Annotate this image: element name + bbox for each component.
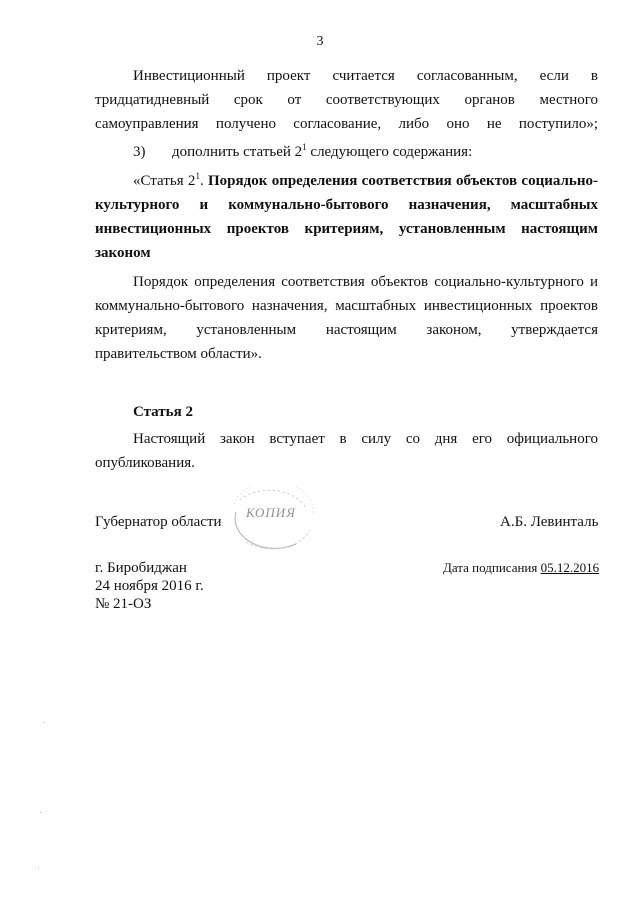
signing-date-label: Дата подписания — [443, 560, 541, 575]
scan-speck — [44, 722, 45, 723]
paragraph-procedure: Порядок определения соответствия объектов социально-культурного и коммунально-бытового назначения, масштабных инвестиционных проектов критериям, установленным настоящим законом, утверждается правительством области». — [95, 274, 598, 362]
footer-law-number: № 21-ОЗ — [95, 596, 152, 612]
stamp-text: КОПИЯ — [246, 505, 296, 520]
footer-date: 24 ноября 2016 г. — [95, 578, 204, 594]
article-2-text: Настоящий закон вступает в силу со дня его официального опубликования. — [95, 431, 598, 471]
item-3-text — [172, 140, 472, 164]
article-2-1-heading — [95, 169, 598, 265]
item-3-number: 3) — [133, 144, 146, 160]
signing-date-block — [443, 556, 599, 580]
page-number: 3 — [316, 34, 324, 49]
article-2-heading: Статья 2 — [133, 404, 193, 420]
signing-date: 05.12.2016 — [540, 560, 600, 575]
signatory-name: А.Б. Левинталь — [500, 514, 599, 530]
article-2-1-superscript: 1 — [195, 171, 200, 181]
article-2-1-prefix-after: . — [199, 173, 204, 189]
item-3-superscript: 1 — [302, 142, 307, 152]
paragraph-project-approval: Инвестиционный проект считается согласованным, если в тридцатидневный срок от соответствующих органов местного самоуправления получено согласование, либо оно не поступило»; — [95, 68, 598, 132]
item-3-text-before: дополнить статьей 2 — [172, 144, 303, 160]
item-3-text-after: следующего содержания: — [306, 144, 473, 160]
scan-speck — [40, 812, 41, 813]
article-2-1-title: Порядок определения соответствия объектов социально-культурного и коммунально-бытового назначения, масштабных инвестиционных проектов критериям, установленным настоящим законом — [95, 173, 598, 261]
scan-speck — [38, 868, 39, 869]
signature-position: Губернатор области — [95, 514, 222, 530]
copy-stamp — [226, 486, 316, 550]
footer-city: г. Биробиджан — [95, 560, 187, 576]
article-2-1-prefix: «Статья 2 — [133, 173, 196, 189]
